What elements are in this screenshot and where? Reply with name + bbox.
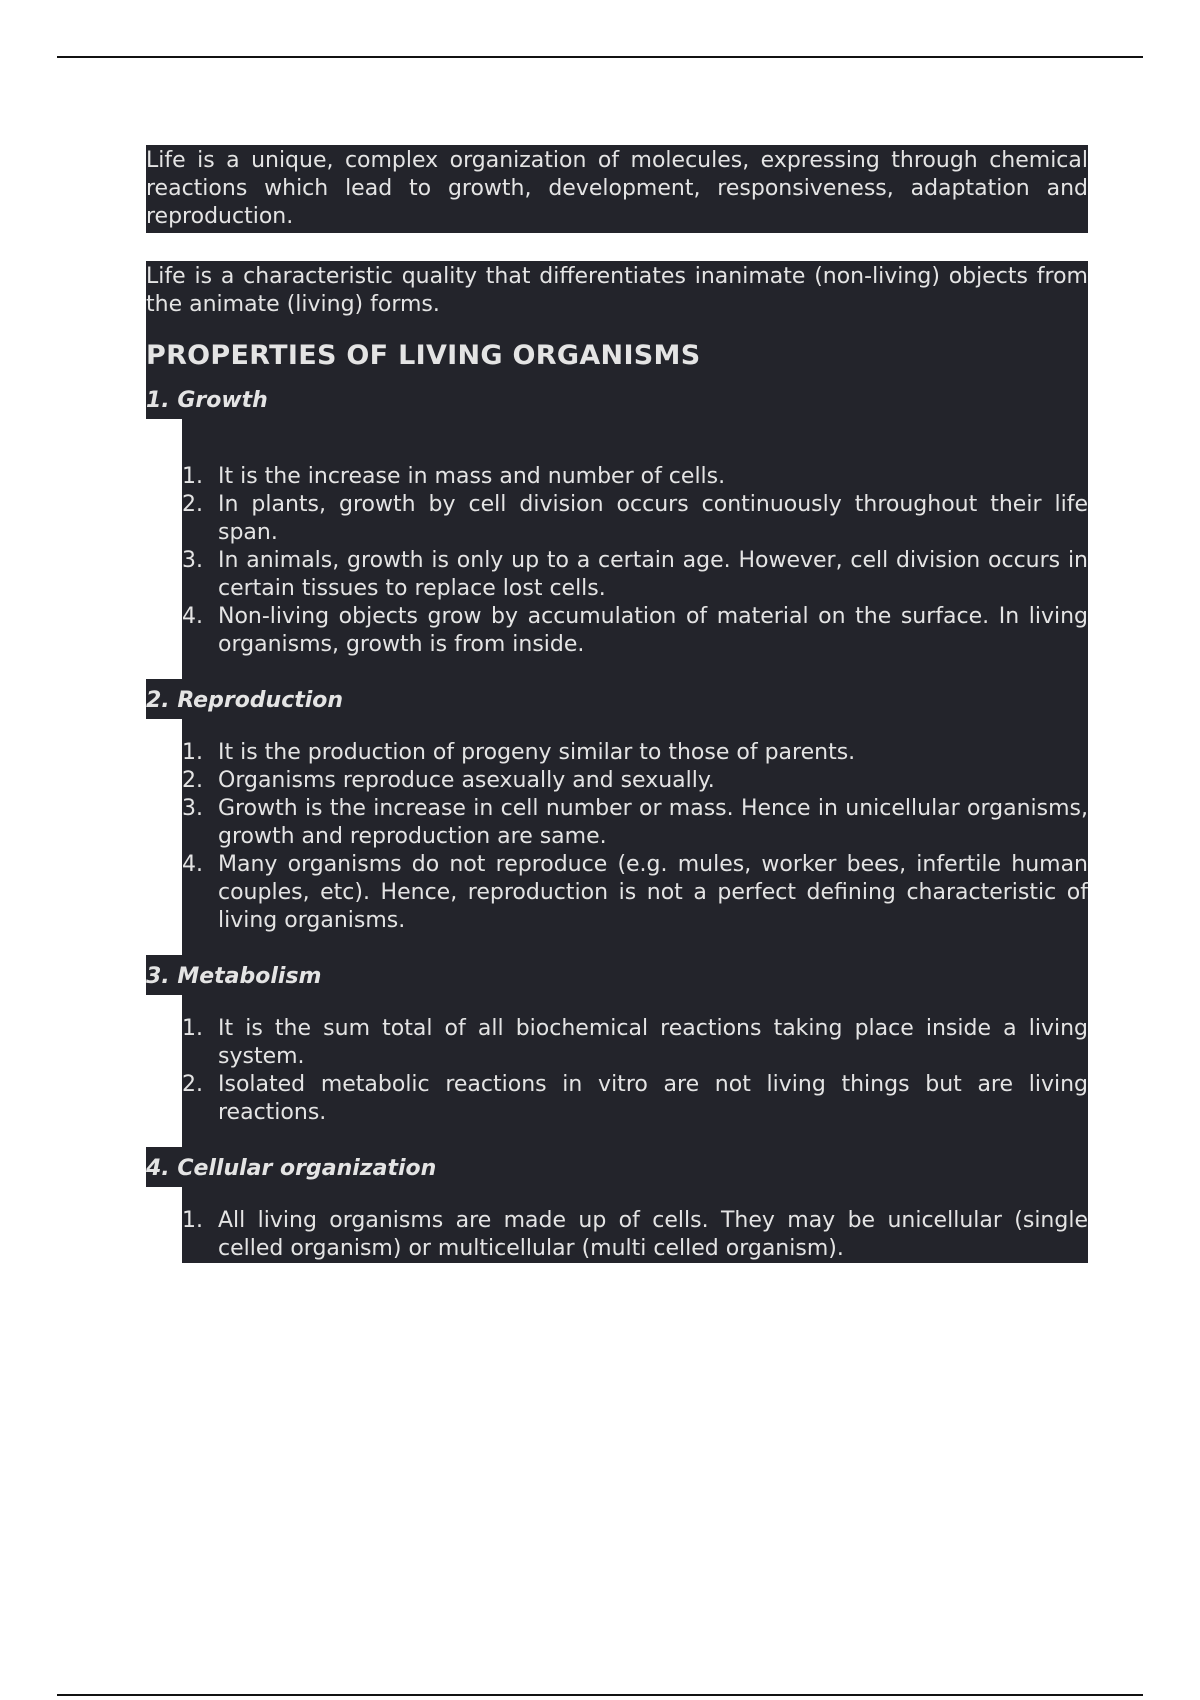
intro-paragraph-2: Life is a characteristic quality that differentiates inanimate (non-living) objects from the animate (living) forms. <box>146 261 1088 321</box>
list-item: 3. In animals, growth is only up to a certain age. However, cell division occurs in certain tissues to replace lost cells. <box>182 548 1088 601</box>
subsection-title-reproduction: 2. Reproduction <box>146 679 1088 719</box>
list-item: 4. Non-living objects grow by accumulation of material on the surface. In living organisms, growth is from inside. <box>182 604 1088 657</box>
list-item: 1. All living organisms are made up of cells. They may be unicellular (single celled organism) or multicellular (multi celled organism). <box>182 1208 1088 1261</box>
reproduction-list <box>182 719 1088 955</box>
list-item: 2. Organisms reproduce asexually and sexually. <box>182 768 715 793</box>
intro-paragraph-1: Life is a unique, complex organization of molecules, expressing through chemical reactions which lead to growth, development, responsiveness, adaptation and reproduction. <box>146 145 1088 233</box>
subsection-title-cellular-organization: 4. Cellular organization <box>146 1147 1088 1187</box>
bottom-rule <box>57 1694 1143 1696</box>
list-item: 2. Isolated metabolic reactions in vitro are not living things but are living reactions. <box>182 1072 1088 1125</box>
list-item: 1. It is the increase in mass and number of cells. <box>182 464 726 489</box>
list-item: 4. Many organisms do not reproduce (e.g. mules, worker bees, infertile human couples, etc). Hence, reproduction is not a perfect defining characteristic of living organisms. <box>182 852 1088 933</box>
paragraph-gap <box>146 233 1088 261</box>
top-rule <box>57 56 1143 58</box>
list-item: 3. Growth is the increase in cell number or mass. Hence in unicellular organisms, growth and reproduction are same. <box>182 796 1088 849</box>
metabolism-list <box>182 995 1088 1147</box>
list-item: 1. It is the sum total of all biochemical reactions taking place inside a living system. <box>182 1016 1088 1069</box>
list-item: 2. In plants, growth by cell division occurs continuously throughout their life span. <box>182 492 1088 545</box>
document-body <box>146 145 1088 1263</box>
cellular-organization-list <box>182 1187 1088 1263</box>
list-item: 1. It is the production of progeny similar to those of parents. <box>182 740 856 765</box>
subsection-title-metabolism: 3. Metabolism <box>146 955 1088 995</box>
growth-list <box>182 419 1088 679</box>
section-heading: PROPERTIES OF LIVING ORGANISMS <box>146 321 1088 387</box>
subsection-title-growth: 1. Growth <box>146 387 1088 419</box>
